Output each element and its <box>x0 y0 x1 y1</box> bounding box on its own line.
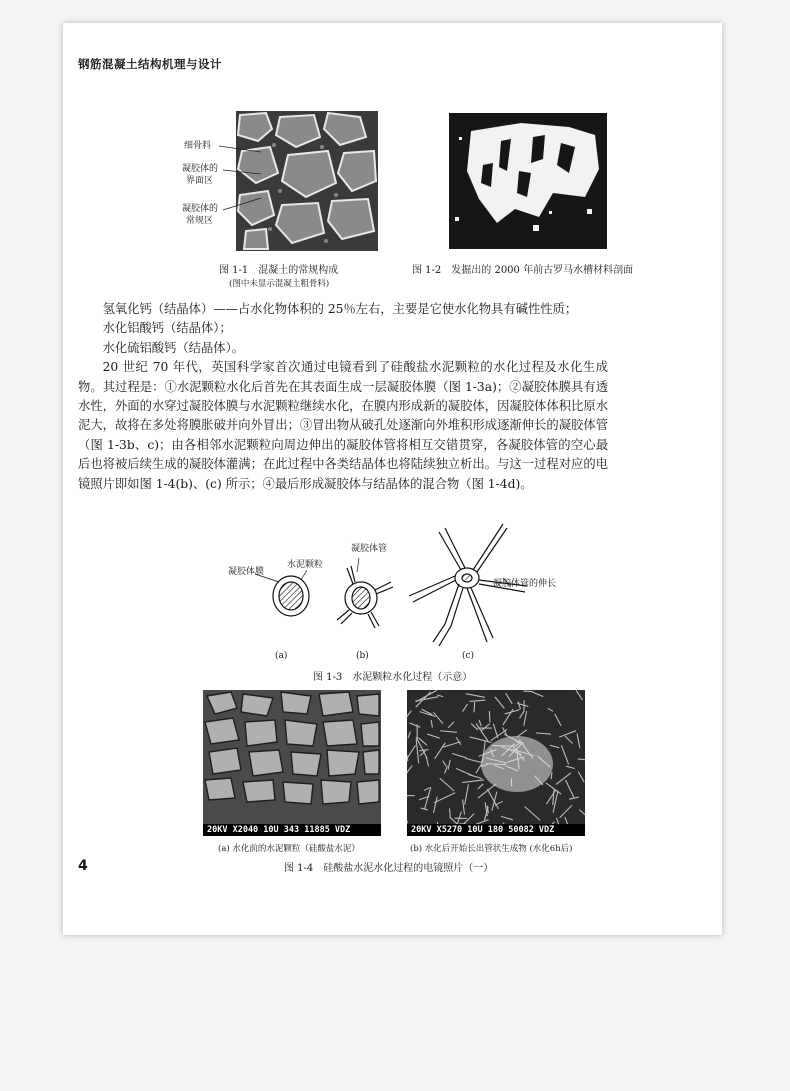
figure-1-2-caption: 图 1-2 发掘出的 2000 年前古罗马水槽材料剖面 <box>412 265 634 276</box>
figure-1-4-photo-b <box>407 690 585 824</box>
label-gel-normal-1: 凝胶体的 <box>182 204 219 214</box>
photo-a-scale-bar: 20KV X2040 10U 343 11885 VDZ <box>203 824 381 836</box>
figure-1-3-sub-c: (c) <box>462 651 475 661</box>
figure-1-4-caption: 图 1-4 硅酸盐水泥水化过程的电镜照片（一） <box>284 863 494 874</box>
figure-1-3-sub-a: (a) <box>275 651 288 661</box>
label-tube-growth: 凝胶体管的伸长 <box>493 579 557 589</box>
figure-1-3-diagram <box>225 520 555 660</box>
page-number: 4 <box>78 858 88 874</box>
figure-1-1-caption: 图 1-1 混凝土的常规构成 <box>219 265 339 276</box>
label-gel-tube: 凝胶体管 <box>351 544 388 554</box>
running-header: 钢筋混凝土结构机理与设计 <box>78 57 222 71</box>
paragraph-hydration-process: 20 世纪 70 年代，英国科学家首次通过电镜看到了硅酸盐水泥颗粒的水化过程及水化生成物。其过程是：①水泥颗粒水化后首先在其表面生成一层凝胶体膜（图 1-3a)；②凝胶体膜具有透水性，外面的水穿过凝胶体膜与水泥颗粒继续水化，在膜内形成新的凝胶体，因凝胶体体积比原水泥大，故将在多处将膜胀破并向外冒出；③冒出物从破孔处逐渐向外堆积形成逐渐伸长的凝胶体管（图 1-3b、c)；由各相邻水泥颗粒向周边伸出的凝胶体管将相互交错贯穿，各凝胶体管的空心最后也将被后续生成的凝胶体灌满；在此过程中各类结晶体也将陆续独立析出。与这一过程对应的电镜照片即如图 1-4(b)、(c) 所示；④最后形成凝胶体与结晶体的混合物（图 1-4d)。 <box>78 360 608 491</box>
label-cement-particle: 水泥颗粒 <box>287 560 324 570</box>
label-gel-normal-2: 常规区 <box>186 216 214 226</box>
figure-1-3-caption: 图 1-3 水泥颗粒水化过程（示意） <box>313 672 473 683</box>
label-gel-interface-2: 界面区 <box>186 176 214 186</box>
paragraph-calcium-sulfoaluminate: 水化硫铝酸钙（结晶体）。 <box>102 340 245 355</box>
figure-1-2-photo <box>449 113 607 249</box>
body-text <box>78 300 608 494</box>
figure-1-4-sub-a: (a) 水化前的水泥颗粒（硅酸盐水泥） <box>218 844 360 854</box>
paragraph-calcium-hydroxide: 氢氧化钙（结晶体）——占水化物体积的 25％左右，主要是它使水化物具有碱性性质； <box>102 302 578 316</box>
paragraph-calcium-aluminate: 水化铝酸钙（结晶体）； <box>102 321 232 336</box>
label-gel-interface-1: 凝胶体的 <box>182 164 219 174</box>
figure-1-4-photo-a <box>203 690 381 824</box>
figure-1-4-sub-b: (b) 水化后开始长出管状生成物 (水化6h后) <box>410 844 573 854</box>
figure-1-1-leader-lines <box>205 140 265 230</box>
label-fine-aggregate: 细骨料 <box>184 141 212 151</box>
photo-b-scale-bar: 20KV X5270 10U 180 50082 VDZ <box>407 824 585 836</box>
label-gel-film: 凝胶体膜 <box>228 567 265 577</box>
figure-1-3-sub-b: (b) <box>356 651 369 661</box>
diagram-b <box>337 566 393 628</box>
figure-1-1-note: (图中未显示混凝土粗骨料) <box>229 279 330 289</box>
